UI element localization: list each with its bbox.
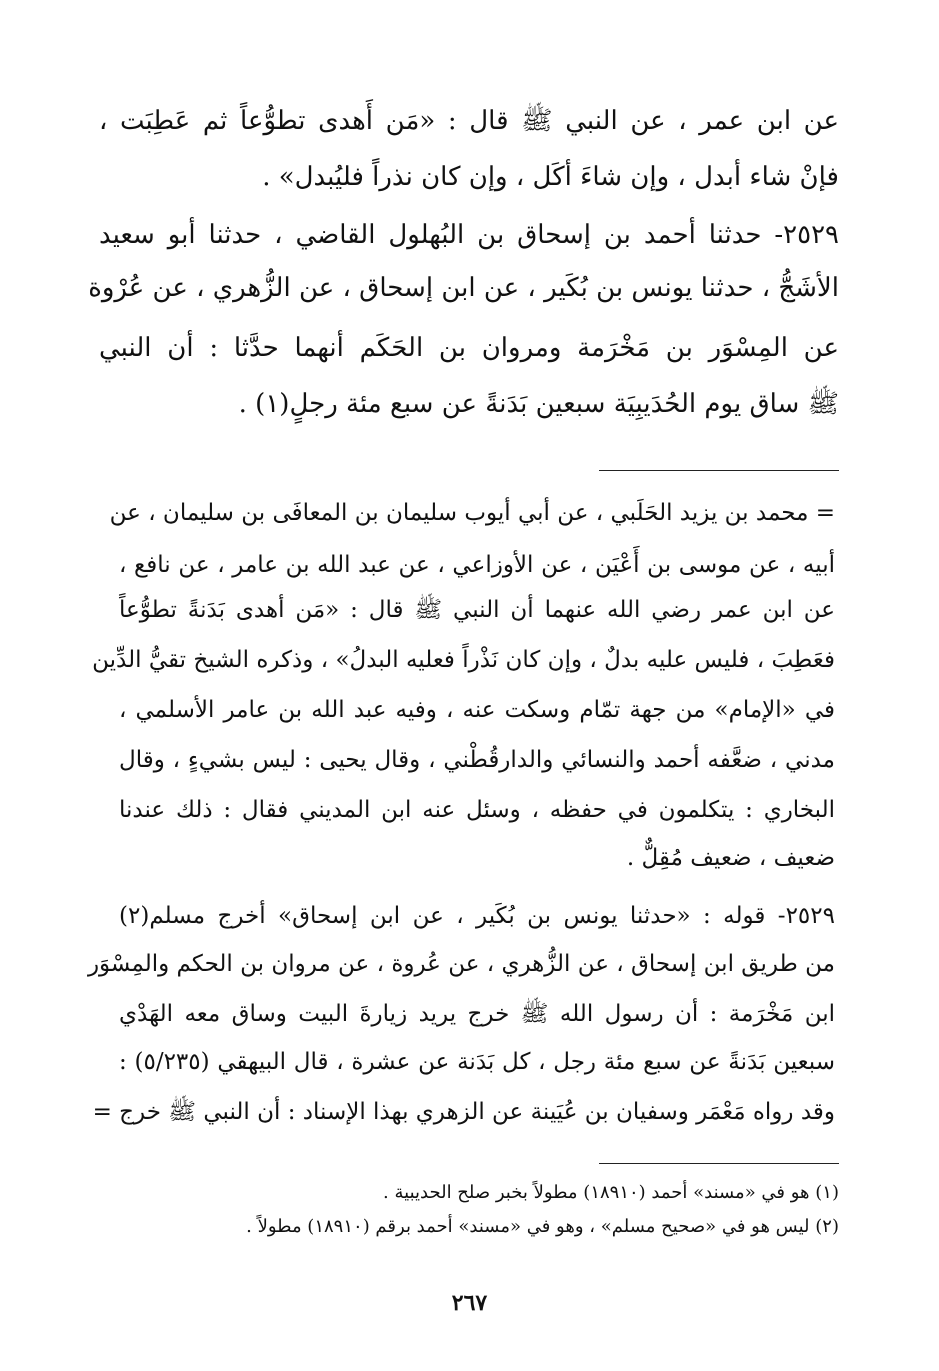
main-line: عن ابن عمر ، عن النبي ﷺ قال : «مَن أَهدى تطوُّعاً ثم عَطِبَت ،	[99, 106, 839, 136]
page-number: ٢٦٧	[451, 1290, 488, 1316]
note-line: أبيه ، عن موسى بن أَعْيَن ، عن الأوزاعي ، عن عبد الله بن عامر ، عن نافع ،	[119, 552, 835, 578]
main-line: عن المِسْوَر بن مَخْرَمة ومروان بن الحَكَم أنهما حدَّثا : أن النبي	[99, 333, 839, 363]
note-line: في «الإمام» من جهة تمّام وسكت عنه ، وفيه عبد الله بن عامر الأسلمي ،	[119, 697, 835, 723]
note-line: من طريق ابن إسحاق ، عن الزُّهري ، عن عُروة ، عن مروان بن الحكم والمِسْوَر	[87, 951, 835, 977]
note-line: ضعيف ، ضعيف مُقِلٌّ .	[626, 845, 835, 871]
note-line: وقد رواه مَعْمَر وسفيان بن عُيَينة عن الزهري بهذا الإسناد : أن النبي ﷺ خرج =	[92, 1099, 835, 1125]
note-line: ٢٥٢٩- قوله : «حدثنا يونس بن بُكَير ، عن ابن إسحاق» أخرج مسلم(٢)	[119, 903, 835, 929]
footnote-rule	[599, 1163, 839, 1164]
note-line: ابن مَخْرَمة : أن رسول الله ﷺ خرج يريد زيارةَ البيت وساق معه الهَدْي	[119, 1001, 835, 1027]
separator-rule	[599, 470, 839, 471]
main-line: ﷺ ساق يوم الحُدَيبِيَة سبعين بَدَنةً عن سبع مئة رجلٍ(١) .	[238, 389, 839, 419]
main-line: ٢٥٢٩- حدثنا أحمد بن إسحاق بن البُهلول القاضي ، حدثنا أبو سعيد	[99, 220, 839, 250]
footnote-1: (١) هو في «مسند» أحمد (١٨٩١٠) مطولاً بخبر صلح الحديبية .	[383, 1182, 839, 1203]
footnote-2: (٢) ليس هو في «صحيح مسلم» ، وهو في «مسند» أحمد برقم (١٨٩١٠) مطولاً .	[246, 1216, 839, 1237]
note-line: مدني ، ضعَّفه أحمد والنسائي والدارقُطْني ، وقال يحيى : ليس بشيءٍ ، وقال	[119, 747, 835, 773]
main-line: الأشَجُّ ، حدثنا يونس بن بُكَير ، عن ابن إسحاق ، عن الزُّهري ، عن عُرْوة	[88, 273, 839, 303]
note-line: سبعين بَدَنةً عن سبع مئة رجل ، كل بَدَنة عن عشرة ، قال البيهقي (٥/٢٣٥) :	[119, 1049, 835, 1075]
note-line: عن ابن عمر رضي الله عنهما أن النبي ﷺ قال : «مَن أهدى بَدَنةً تطوُّعاً	[119, 597, 835, 623]
note-line: = محمد بن يزيد الحَلَبي ، عن أبي أيوب سليمان بن المعافَى بن سليمان ، عن	[109, 500, 835, 526]
main-line: فإنْ شاء أبدل ، وإن شاءَ أكَل ، وإن كان نذراً فليُبدل» .	[262, 162, 839, 192]
note-line: فعَطِبَ ، فليس عليه بدلٌ ، وإن كان نَذْراً فعليه البدلُ» ، وذكره الشيخ تقيُّ الدِّين	[92, 647, 835, 673]
note-line: البخاري : يتكلمون في حفظه ، وسئل عنه ابن المديني فقال : ذلك عندنا	[119, 797, 835, 823]
